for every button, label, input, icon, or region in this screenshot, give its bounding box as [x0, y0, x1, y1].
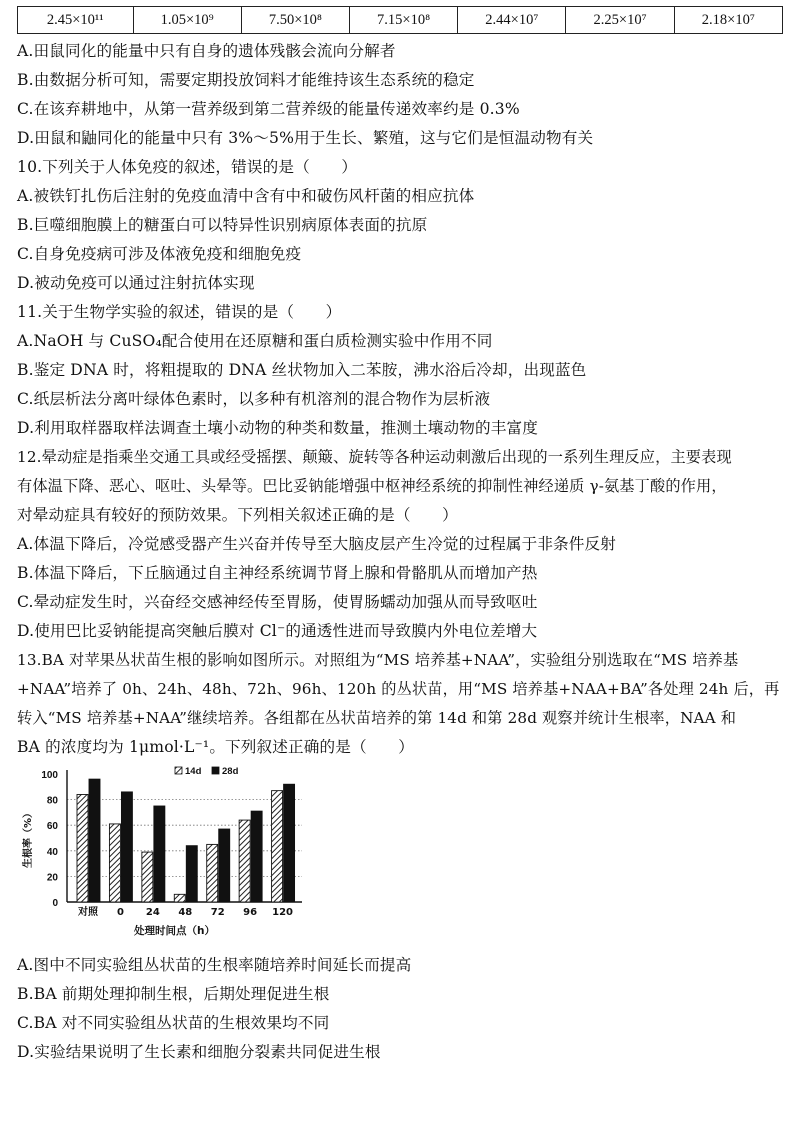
q10-option-a: A.被铁钉扎伤后注射的免疫血清中含有中和破伤风杆菌的相应抗体 [17, 187, 475, 205]
q11-option-c: C.纸层析法分离叶绿体色素时，以多种有机溶剂的混合物作为层析液 [17, 390, 491, 408]
x-axis-label: 处理时间点（h） [134, 925, 215, 937]
x-tick-label: 120 [272, 907, 294, 918]
q13-option-c: C.BA 对不同实验组丛状苗的生根效果均不同 [17, 1014, 330, 1032]
q13-stem-line-4: BA 的浓度均为 1μmol·L⁻¹。下列叙述正确的是（ ） [17, 738, 414, 756]
q13-stem-line-3: 转入“MS 培养基+NAA”继续培养。各组都在丛状苗培养的第 14d 和第 28d 观察并统计生根率，NAA 和 [17, 709, 737, 727]
legend-label-14d: 14d [185, 766, 202, 777]
q9-option-d: D.田鼠和鼬同化的能量中只有 3%～5%用于生长、繁殖，这与它们是恒温动物有关 [17, 129, 594, 147]
q13-stem-line-2: +NAA”培养了 0h、24h、48h、72h、96h、120h 的丛状苗，用“MS 培养基+NAA+BA”各处理 24h 后，再 [17, 680, 780, 698]
bar-28d [219, 829, 230, 902]
q10-stem: 10.下列关于人体免疫的叙述，错误的是（ ） [17, 158, 358, 176]
q9-option-c: C.在该弃耕地中，从第一营养级到第二营养级的能量传递效率约是 0.3% [17, 100, 520, 118]
x-tick-label: 对照 [78, 907, 98, 918]
q11-option-d: D.利用取样器取样法调查土壤小动物的种类和数量，推测土壤动物的丰富度 [17, 419, 539, 437]
legend-label-28d: 28d [222, 766, 239, 777]
q13-option-d: D.实验结果说明了生长素和细胞分裂素共同促进生根 [17, 1043, 381, 1061]
q12-stem-line-1: 12.晕动症是指乘坐交通工具或经受摇摆、颠簸、旋转等各种运动刺激后出现的一系列生理反应，主要表现 [17, 448, 732, 466]
bar-14d [174, 894, 185, 902]
table-cell: 7.15×10⁸ [349, 7, 457, 34]
q12-stem-line-3: 对晕动症具有较好的预防效果。下列相关叙述正确的是（ ） [17, 506, 458, 524]
y-tick-label: 20 [46, 872, 58, 884]
bar-14d [109, 824, 120, 902]
q9-option-a: A.田鼠同化的能量中只有自身的遗体残骸会流向分解者 [17, 42, 396, 60]
table-cell: 7.50×10⁸ [241, 7, 349, 34]
table-cell: 2.45×10¹¹ [18, 7, 134, 34]
x-tick-label: 72 [210, 907, 225, 918]
y-tick-label: 100 [41, 770, 58, 781]
legend-swatch-14d [175, 767, 182, 774]
q13-options-block [17, 951, 787, 1067]
bar-14d [207, 844, 218, 902]
q9-option-b: B.由数据分析可知，需要定期投放饲料才能维持该生态系统的稳定 [17, 71, 475, 89]
q13-option-a: A.图中不同实验组丛状苗的生根率随培养时间延长而提高 [17, 956, 412, 974]
q12-option-b: B.体温下降后，下丘脑通过自主神经系统调节肾上腺和骨骼肌从而增加产热 [17, 564, 538, 582]
table-cell: 2.44×10⁷ [458, 7, 566, 34]
q12-option-c: C.晕动症发生时，兴奋经交感神经传至胃肠，使胃肠蠕动加强从而导致呕吐 [17, 593, 538, 611]
q11-option-b: B.鉴定 DNA 时，将粗提取的 DNA 丝状物加入二苯胺，沸水浴后冷却，出现蓝色 [17, 361, 587, 379]
bar-14d [272, 791, 283, 902]
y-tick-label: 0 [52, 898, 58, 909]
bar-28d [186, 846, 197, 902]
y-tick-label: 40 [46, 846, 58, 858]
bar-28d [284, 784, 295, 902]
y-tick-label: 80 [46, 795, 58, 807]
q11-stem: 11.关于生物学实验的叙述，错误的是（ ） [17, 303, 342, 321]
q12-option-d: D.使用巴比妥钠能提高突触后膜对 Cl⁻的通透性进而导致膜内外电位差增大 [17, 622, 538, 640]
x-tick-label: 24 [145, 907, 160, 918]
bar-28d [251, 811, 262, 902]
q10-option-d: D.被动免疫可以通过注射抗体实现 [17, 274, 255, 292]
rooting-rate-chart [17, 762, 307, 951]
q11-option-a: A.NaOH 与 CuSO₄配合使用在还原糖和蛋白质检测实验中作用不同 [17, 332, 493, 350]
bar-14d [239, 820, 250, 902]
rooting-rate-bar-chart [17, 762, 307, 947]
q12-stem-line-2: 有体温下降、恶心、呕吐、头晕等。巴比妥钠能增强中枢神经系统的抑制性神经递质 γ-氨基丁酸的作用， [17, 477, 727, 495]
bar-14d [77, 794, 88, 902]
table-row [18, 7, 783, 34]
q12-option-a: A.体温下降后，冷觉感受器产生兴奋并传导至大脑皮层产生冷觉的过程属于非条件反射 [17, 535, 617, 553]
y-axis-label: 生根率（%） [23, 807, 34, 868]
energy-data-table [17, 6, 783, 34]
bar-28d [154, 806, 165, 902]
x-tick-label: 48 [178, 907, 193, 918]
table-cell: 2.25×10⁷ [566, 7, 674, 34]
q10-option-b: B.巨噬细胞膜上的糖蛋白可以特异性识别病原体表面的抗原 [17, 216, 428, 234]
x-tick-label: 0 [116, 907, 124, 918]
bar-14d [142, 852, 153, 902]
x-tick-label: 96 [243, 907, 258, 918]
bar-28d [121, 792, 132, 902]
y-tick-label: 60 [46, 821, 58, 833]
q13-option-b: B.BA 前期处理抑制生根，后期处理促进生根 [17, 985, 330, 1003]
question-text-block [17, 37, 787, 762]
q13-stem-line-1: 13.BA 对苹果丛状苗生根的影响如图所示。对照组为“MS 培养基+NAA”，实验组分别选取在“MS 培养基 [17, 651, 739, 669]
table-cell: 2.18×10⁷ [674, 7, 782, 34]
legend-swatch-28d [212, 767, 219, 774]
table-cell: 1.05×10⁹ [133, 7, 241, 34]
q10-option-c: C.自身免疫病可涉及体液免疫和细胞免疫 [17, 245, 302, 263]
bar-28d [89, 779, 100, 902]
